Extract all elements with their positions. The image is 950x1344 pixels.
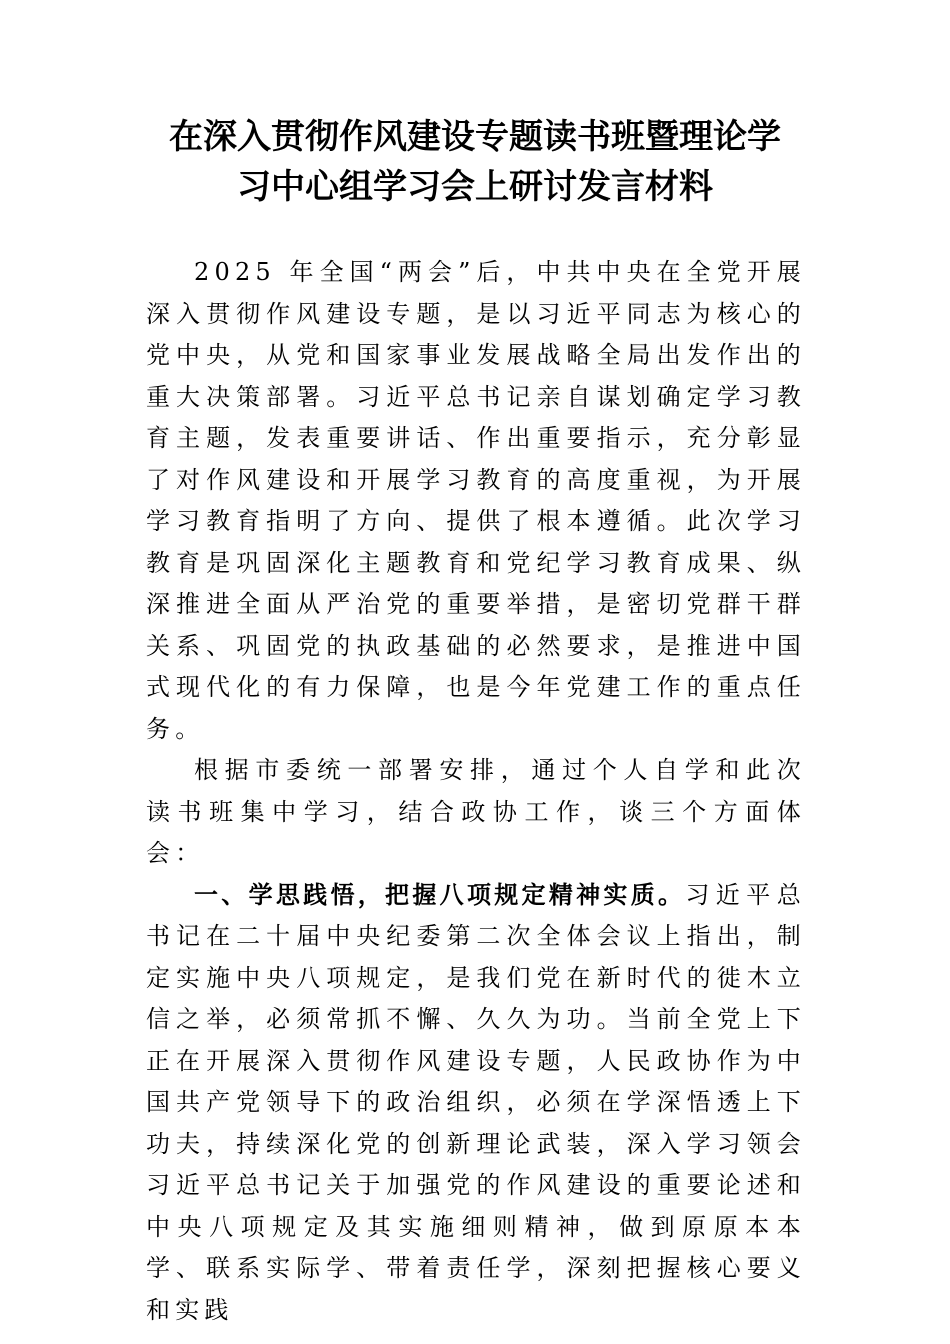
document-title xyxy=(120,112,830,212)
paragraph-text: 习近平总书记在二十届中央纪委第二次全体会议上指出，制定实施中央八项规定，是我们党在新时代的徙木立信之举，必须常抓不懈、久久为功。当前全党上下正在开展深入贯彻作风建设专题，人民政协作为中国共产党领导下的政治组织，必须在学深悟透上下功夫，持续深化党的创新理论武装，深入学习领会习近平总书记关于加强党的作风建设的重要论述和中央八项规定及其实施细则精神，做到原原本本学、联系实际学、带着责任学，深刻把握核心要义和实践 xyxy=(146,880,806,1324)
paragraph-arrangement xyxy=(146,750,806,875)
paragraph-text: 根据市委统一部署安排，通过个人自学和此次读书班集中学习，结合政协工作，谈三个方面体会： xyxy=(146,756,806,867)
section-heading: 一、学思践悟，把握八项规定精神实质。 xyxy=(194,880,686,909)
document-body xyxy=(146,252,806,1331)
paragraph-section-one xyxy=(146,875,806,1332)
title-line-1: 在深入贯彻作风建设专题读书班暨理论学 xyxy=(169,117,781,157)
paragraph-text: 2025 年全国“两会”后，中共中央在全党开展深入贯彻作风建设专题，是以习近平同志为核心的党中央，从党和国家事业发展战略全局出发作出的重大决策部署。习近平总书记亲自谋划确定学习教育主题，发表重要讲话、作出重要指示，充分彰显了对作风建设和开展学习教育的高度重视，为开展学习教育指明了方向、提供了根本遵循。此次学习教育是巩固深化主题教育和党纪学习教育成果、纵深推进全面从严治党的重要举措，是密切党群干群关系、巩固党的执政基础的必然要求，是推进中国式现代化的有力保障，也是今年党建工作的重点任务。 xyxy=(146,258,806,743)
title-line-2: 习中心组学习会上研讨发言材料 xyxy=(237,167,713,207)
paragraph-intro xyxy=(146,252,806,750)
